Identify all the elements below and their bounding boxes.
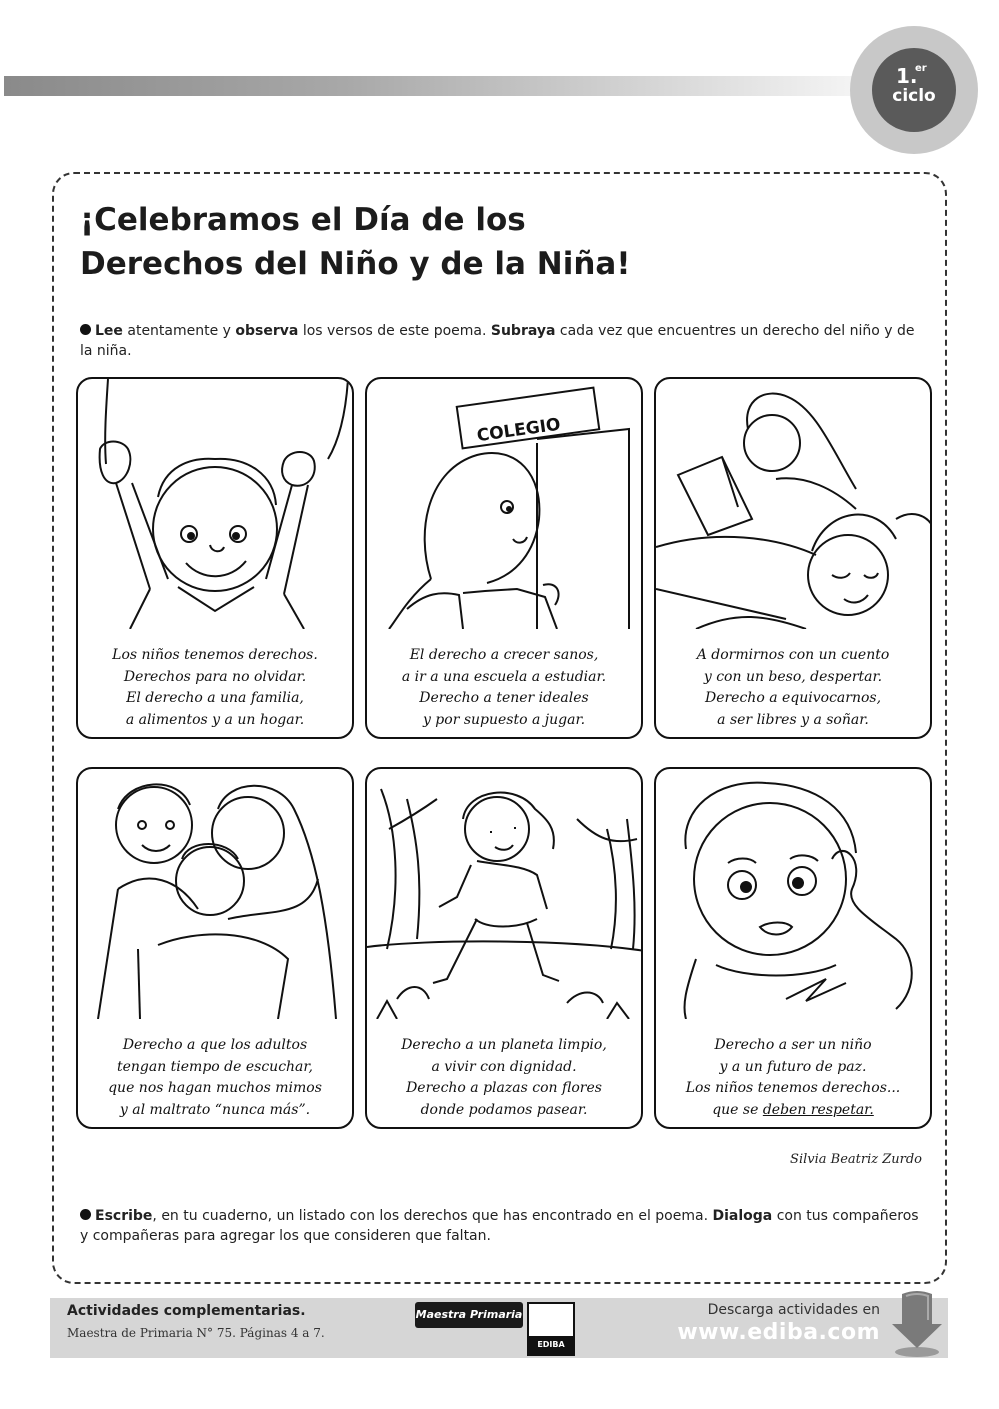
magazine-logo: Maestra Primaria <box>415 1302 523 1328</box>
instruction-text: cada vez que encuentres un derecho del niño y de la niña. <box>80 323 915 359</box>
poem-stanza <box>78 645 352 731</box>
instruction-text: , en tu cuaderno, un listado con los derechos que has encontrado en el poema. <box>152 1208 713 1224</box>
download-label: Descarga actividades en <box>707 1302 880 1318</box>
poem-stanza <box>367 1035 641 1121</box>
poem-stanza <box>367 645 641 731</box>
bullet-icon <box>80 1209 91 1220</box>
download-arrow-icon <box>888 1290 946 1358</box>
verse-line: a vivir con dignidad. <box>431 1058 577 1075</box>
instruction-verb-observa: observa <box>235 323 299 339</box>
instruction-verb-dialoga: Dialoga <box>712 1208 773 1224</box>
verse-line: donde podamos pasear. <box>420 1101 588 1118</box>
verse-line: a ser libres y a soñar. <box>717 711 869 728</box>
verse-line: Derecho a equivocarnos, <box>704 690 882 706</box>
footer-title: Actividades complementarias. <box>67 1303 306 1319</box>
bedtime-story-illustration <box>656 379 932 629</box>
verse-line: A dormirnos con un cuento <box>696 647 890 663</box>
verse-line: tengan tiempo de escuchar, <box>116 1058 314 1075</box>
verse-line: Los niños tenemos derechos. <box>112 647 318 663</box>
verse-line: y al maltrato “nunca más”. <box>119 1101 311 1118</box>
verse-line-start: que se <box>712 1101 763 1118</box>
footer-bar <box>50 1298 948 1358</box>
instruction-write <box>80 1206 920 1246</box>
cycle-superscript: er <box>915 63 927 74</box>
poem-panel-1 <box>76 377 354 739</box>
verse-line: Derecho a plazas con flores <box>406 1080 602 1096</box>
verse-line: El derecho a una familia, <box>126 690 304 706</box>
instruction-verb-escribe: Escribe <box>95 1208 153 1224</box>
verse-line: El derecho a crecer sanos, <box>409 647 599 663</box>
instruction-verb-subraya: Subraya <box>490 323 556 339</box>
verse-line: y por supuesto a jugar. <box>422 711 586 728</box>
verse-line <box>656 1100 930 1122</box>
poem-panel-6 <box>654 767 932 1129</box>
verse-line: Derechos para no olvidar. <box>123 668 307 685</box>
poem-panel-3 <box>654 377 932 739</box>
family-hug-illustration <box>78 769 354 1019</box>
poem-stanza <box>656 1035 930 1121</box>
ediba-logo <box>527 1302 575 1356</box>
underlined-right: deben respetar. <box>762 1101 874 1118</box>
verse-line: Derecho a un planeta limpio, <box>401 1037 607 1053</box>
poem-stanza <box>656 645 930 731</box>
verse-line: Los niños tenemos derechos... <box>685 1080 901 1096</box>
thinking-boy-illustration <box>656 769 932 1019</box>
instruction-text: atentamente y <box>122 323 236 339</box>
verse-line: que nos hagan muchos mimos <box>108 1080 322 1096</box>
verse-line: y con un beso, despertar. <box>703 668 883 685</box>
verse-line: Derecho a tener ideales <box>419 690 589 706</box>
instruction-verb-lee: Lee <box>95 323 123 339</box>
ediba-logo-text: EDIBA <box>529 1336 573 1354</box>
page-title <box>80 198 900 286</box>
poem-panel-2 <box>365 377 643 739</box>
website-link[interactable]: www.ediba.com <box>677 1320 880 1345</box>
poem-stanza <box>78 1035 352 1121</box>
girl-at-school-illustration <box>367 379 643 629</box>
child-with-hands-illustration <box>78 379 354 629</box>
verse-line: y a un futuro de paz. <box>719 1058 867 1075</box>
instruction-text: los versos de este poema. <box>298 323 491 339</box>
poem-author: Silvia Beatriz Zurdo <box>790 1152 922 1167</box>
girl-in-park-illustration <box>367 769 643 1019</box>
verse-line: a alimentos y a un hogar. <box>125 711 305 728</box>
verse-line: Derecho a que los adultos <box>122 1037 308 1053</box>
title-line-2: Derechos del Niño y de la Niña! <box>80 246 631 282</box>
verse-line: a ir a una escuela a estudiar. <box>401 668 607 685</box>
cycle-badge-inner <box>872 48 956 132</box>
bullet-icon <box>80 324 91 335</box>
header-gradient-bar <box>4 76 854 96</box>
title-line-1: ¡Celebramos el Día de los <box>80 202 526 238</box>
cycle-number: 1. <box>896 64 918 88</box>
school-sign-text: COLEGIO <box>475 414 562 447</box>
instruction-text: con tus compañeros y compañeras para agregar los que consideren que faltan. <box>80 1208 919 1244</box>
poem-panel-5 <box>365 767 643 1129</box>
footer-subtitle: Maestra de Primaria N° 75. Páginas 4 a 7. <box>67 1326 325 1340</box>
poem-panel-4 <box>76 767 354 1129</box>
instruction-read <box>80 321 920 361</box>
cycle-word: ciclo <box>892 86 936 106</box>
verse-line: Derecho a ser un niño <box>714 1037 872 1053</box>
